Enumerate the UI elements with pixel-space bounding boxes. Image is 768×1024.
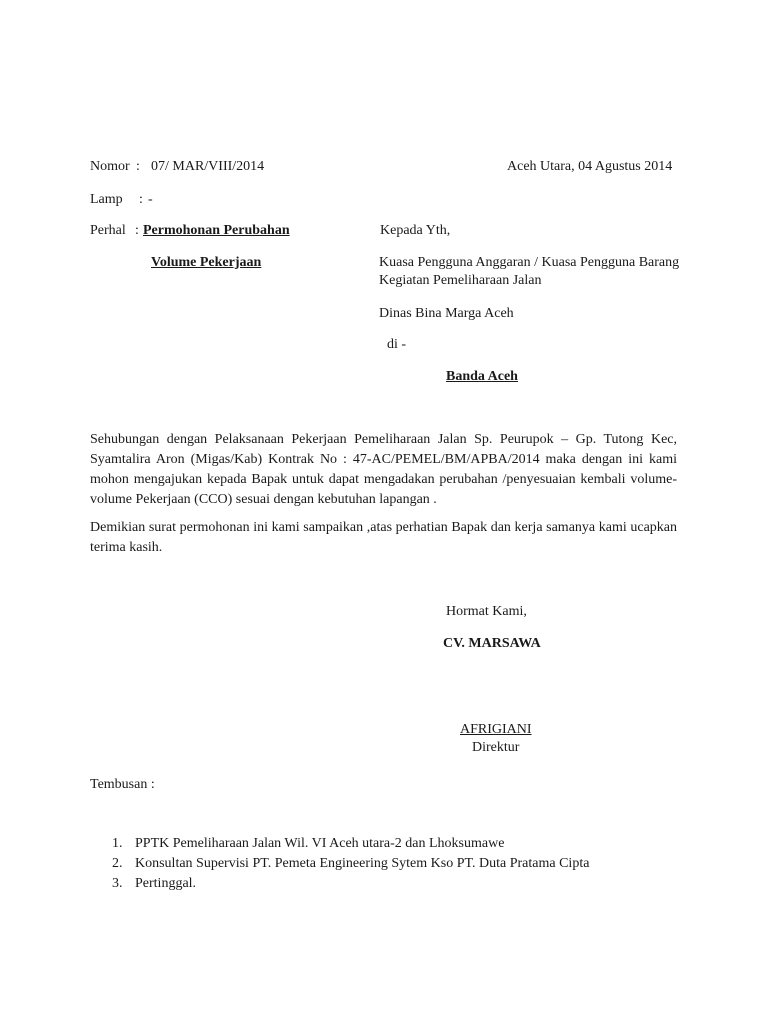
signer-name: AFRIGIANI bbox=[460, 722, 532, 737]
body-paragraph-2: Demikian surat permohonan ini kami sampaikan ,atas perhatian Bapak dan kerja samanya kami ucapkan terima kasih. bbox=[90, 520, 677, 555]
recipient-di: di - bbox=[387, 337, 407, 352]
perihal-line-2: Volume Pekerjaan bbox=[151, 255, 262, 270]
list-item bbox=[90, 875, 690, 895]
lamp-value: - bbox=[148, 192, 153, 207]
recipient-city: Banda Aceh bbox=[446, 369, 518, 384]
company-name: CV. MARSAWA bbox=[443, 636, 541, 651]
recipient-salutation: Kepada Yth, bbox=[380, 223, 451, 238]
tembusan-label: Tembusan : bbox=[90, 777, 155, 792]
lamp-separator: : bbox=[139, 192, 143, 207]
list-item-text: Pertinggal. bbox=[135, 876, 197, 891]
perihal-line-1: Permohonan Perubahan bbox=[143, 223, 290, 238]
perihal-label: Perhal bbox=[90, 223, 126, 238]
recipient-line-3: Dinas Bina Marga Aceh bbox=[379, 306, 514, 321]
nomor-label: Nomor bbox=[90, 159, 130, 174]
list-item-number: 1. bbox=[112, 836, 123, 851]
tembusan-list bbox=[90, 835, 690, 895]
nomor-value: 07/ MAR/VIII/2014 bbox=[151, 159, 265, 174]
recipient-line-2: Kegiatan Pemeliharaan Jalan bbox=[379, 273, 542, 288]
signer-title: Direktur bbox=[472, 740, 520, 755]
closing-text: Hormat Kami, bbox=[446, 604, 527, 619]
list-item-number: 2. bbox=[112, 856, 123, 871]
list-item bbox=[90, 835, 690, 855]
list-item-number: 3. bbox=[112, 876, 123, 891]
body-paragraph-1: Sehubungan dengan Pelaksanaan Pekerjaan Pemeliharaan Jalan Sp. Peurupok – Gp. Tutong Kec, Syamtalira Aron (Migas/Kab) Kontrak No : 47-AC/PEMEL/BM/APBA/2014 maka dengan ini kami mohon mengajukan kepada Bapak untuk dapat mengadakan perubahan /penyesuaian kembali volume-volume Pekerjaan (CCO) sesuai dengan kebutuhan lapangan . bbox=[90, 432, 677, 507]
nomor-separator: : bbox=[136, 159, 140, 174]
list-item-text: PPTK Pemeliharaan Jalan Wil. VI Aceh utara-2 dan Lhoksumawe bbox=[135, 836, 505, 851]
perihal-separator: : bbox=[135, 223, 139, 238]
list-item-text: Konsultan Supervisi PT. Pemeta Engineering Sytem Kso PT. Duta Pratama Cipta bbox=[135, 856, 590, 871]
lamp-label: Lamp bbox=[90, 192, 123, 207]
recipient-line-1: Kuasa Pengguna Anggaran / Kuasa Pengguna Barang bbox=[379, 255, 680, 270]
place-date: Aceh Utara, 04 Agustus 2014 bbox=[507, 159, 673, 174]
list-item bbox=[90, 855, 690, 875]
